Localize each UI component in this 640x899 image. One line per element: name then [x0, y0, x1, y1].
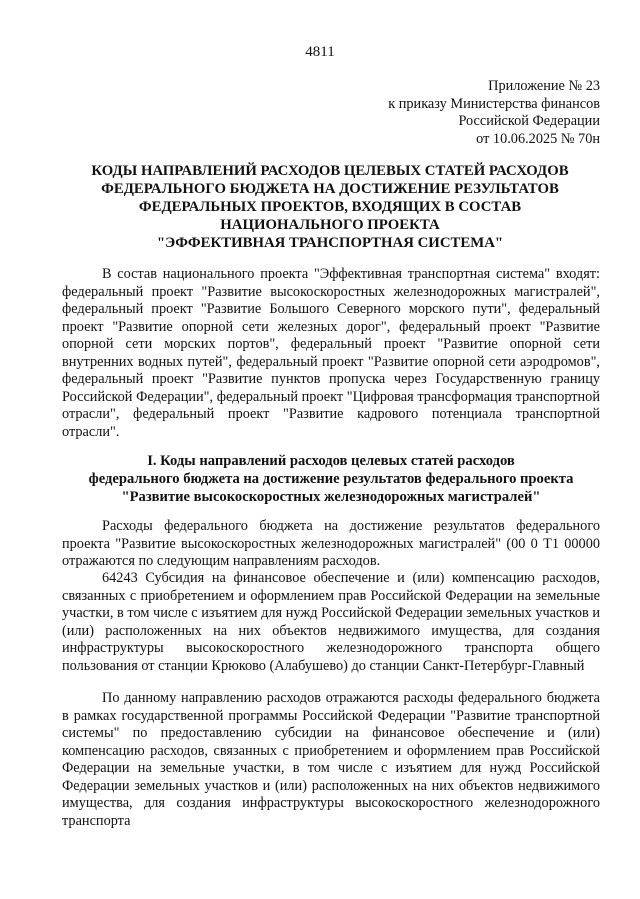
section-heading-line: федерального бюджета на достижение результатов федерального проекта — [88, 471, 574, 487]
title-line: КОДЫ НАПРАВЛЕНИЙ РАСХОДОВ ЦЕЛЕВЫХ СТАТЕЙ РАСХОДОВ — [91, 163, 569, 179]
annex-line: к приказу Министерства финансов — [388, 95, 600, 112]
section-heading-line: "Развитие высокоскоростных железнодорожных магистралей" — [121, 489, 541, 505]
document-title — [70, 162, 590, 252]
title-line: ФЕДЕРАЛЬНОГО БЮДЖЕТА НА ДОСТИЖЕНИЕ РЕЗУЛЬТАТОВ — [101, 181, 559, 197]
body-paragraph: По данному направлению расходов отражаются расходы федерального бюджета в рамках государственной программы Российской Федерации "Развитие транспортной системы" по предоставлению субсидии на финансовое обеспечение и (или) компенсацию расходов, связанных с приобретением и оформлением прав Российской Федерации на земельные участки, в том числе с изъятием для нужд Российской Федерации земельных участков и (или) расположенных на них объектов недвижимого имущества, для создания инфраструктуры высокоскоростного железнодорожного транспорта — [62, 690, 600, 829]
title-line: ФЕДЕРАЛЬНЫХ ПРОЕКТОВ, ВХОДЯЩИХ В СОСТАВ — [138, 199, 522, 215]
annex-line: Российской Федерации — [458, 113, 600, 129]
body-paragraph: Расходы федерального бюджета на достижение результатов федерального проекта "Развитие высокоскоростных железнодорожных магистралей" (00 0 Т1 00000 отражаются по следующим направлениям расходов. — [62, 518, 600, 569]
title-line: "ЭФФЕКТИВНАЯ ТРАНСПОРТНАЯ СИСТЕМА" — [156, 235, 504, 251]
section-heading — [62, 452, 600, 506]
annex-line: от 10.06.2025 № 70н — [476, 130, 600, 147]
annex-line: Приложение № 23 — [488, 78, 600, 94]
title-line: НАЦИОНАЛЬНОГО ПРОЕКТА — [220, 217, 440, 233]
page-number: 4811 — [305, 44, 335, 60]
annex-reference — [388, 78, 600, 148]
body-paragraph: 64243 Субсидия на финансовое обеспечение и (или) компенсацию расходов, связанных с приобретением и оформлением прав Российской Федерации на земельные участки, в том числе с изъятием для нужд Российской Федерации земельных участков и (или) расположенных на них объектов недвижимого имущества, для создания инфраструктуры высокоскоростного железнодорожного транспорта общего пользования от станции Крюково (Алабушево) до станции Санкт-Петербург-Главный — [62, 570, 600, 674]
section-heading-line: I. Коды направлений расходов целевых статей расходов — [147, 453, 515, 469]
intro-paragraph: В состав национального проекта "Эффективная транспортная система" входят: федеральный проект "Развитие высокоскоростных железнодорожных магистралей", федеральный проект "Развитие Большого Северного морского пути", федеральный проект "Развитие опорной сети железных дорог", федеральный проект "Развитие опорной сети морских портов", федеральный проект "Развитие опорной сети внутренних водных путей", федеральный проект "Развитие опорной сети аэродромов", федеральный проект "Развитие пунктов пропуска через Государственную границу Российской Федерации", федеральный проект "Цифровая трансформация транспортной отрасли", федеральный проект "Развитие кадрового потенциала транспортной отрасли". — [62, 266, 600, 440]
